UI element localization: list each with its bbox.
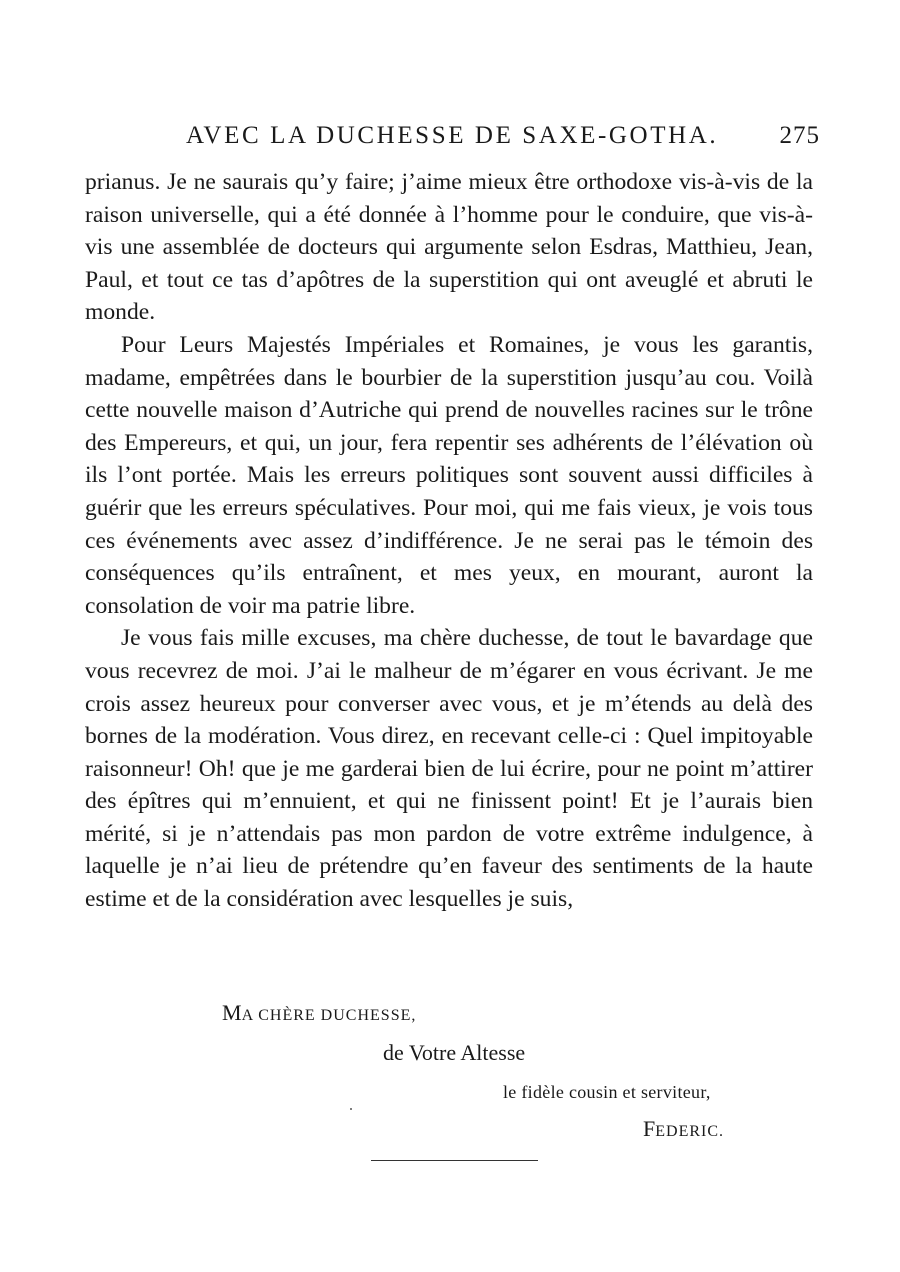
running-head bbox=[186, 122, 820, 156]
paragraph-3: Je vous fais mille excuses, ma chère duchesse, de tout le bavardage que vous recevrez de moi. J’ai le malheur de m’égarer en vous écrivant. Je me crois assez heureux pour converser avec vous, et je m’étends au delà des bornes de la modération. Vous direz, en recevant celle-ci : Quel impitoyable raisonneur! Oh! que je me garderai bien de lui écrire, pour ne point m’attirer des épîtres qui m’ennuient, et qui ne finissent point! Et je l’aurais bien mérité, si je n’attendais pas mon pardon de votre extrême indulgence, à laquelle je n’ai lieu de prétendre qu’en faveur des sentiments de la haute estime et de la considération avec lesquelles je suis, bbox=[85, 625, 813, 913]
paragraph-2: Pour Leurs Majestés Impériales et Romaines, je vous les garantis, madame, empêtrées dans le bourbier de la superstition jusqu’au cou. Voilà cette nouvelle maison d’Autriche qui prend de nouvelles racines sur le trône des Empereurs, et qui, un jour, fera repentir ses adhérents de l’élévation où ils l’ont portée. Mais les erreurs politiques sont souvent aussi difficiles à guérir que les erreurs spéculatives. Pour moi, qui me fais vieux, je vois tous ces événements avec assez d’indifférence. Je ne serai pas le témoin des conséquences qu’ils entraînent, et mes yeux, en mourant, auront la consolation de voir ma patrie libre. bbox=[85, 331, 813, 619]
ink-speck bbox=[350, 1108, 352, 1110]
signature-rest: EDERIC. bbox=[655, 1123, 725, 1140]
servant-line: le fidèle cousin et serviteur, bbox=[503, 1082, 711, 1102]
page-number: 275 bbox=[779, 122, 820, 149]
running-title: AVEC LA DUCHESSE DE SAXE-GOTHA. bbox=[186, 122, 719, 149]
salutation-rest: A CHÈRE DUCHESSE, bbox=[241, 1007, 417, 1024]
salutation-initial: M bbox=[222, 1000, 242, 1025]
salutation bbox=[222, 1000, 416, 1026]
end-rule bbox=[371, 1160, 538, 1161]
signature bbox=[643, 1116, 724, 1142]
paragraph-1: prianus. Je ne saurais qu’y faire; j’aime mieux être orthodoxe vis-à-vis de la raison universelle, qui a été donnée à l’homme pour le conduire, que vis-à-vis une assemblée de docteurs qui argumente selon Esdras, Matthieu, Jean, Paul, et tout ce tas d’apôtres de la superstition qui ont aveuglé et abruti le monde. bbox=[85, 169, 813, 326]
closing-formula: de Votre Altesse bbox=[383, 1040, 526, 1065]
signature-initial: F bbox=[643, 1116, 656, 1141]
letter-body bbox=[85, 166, 813, 916]
